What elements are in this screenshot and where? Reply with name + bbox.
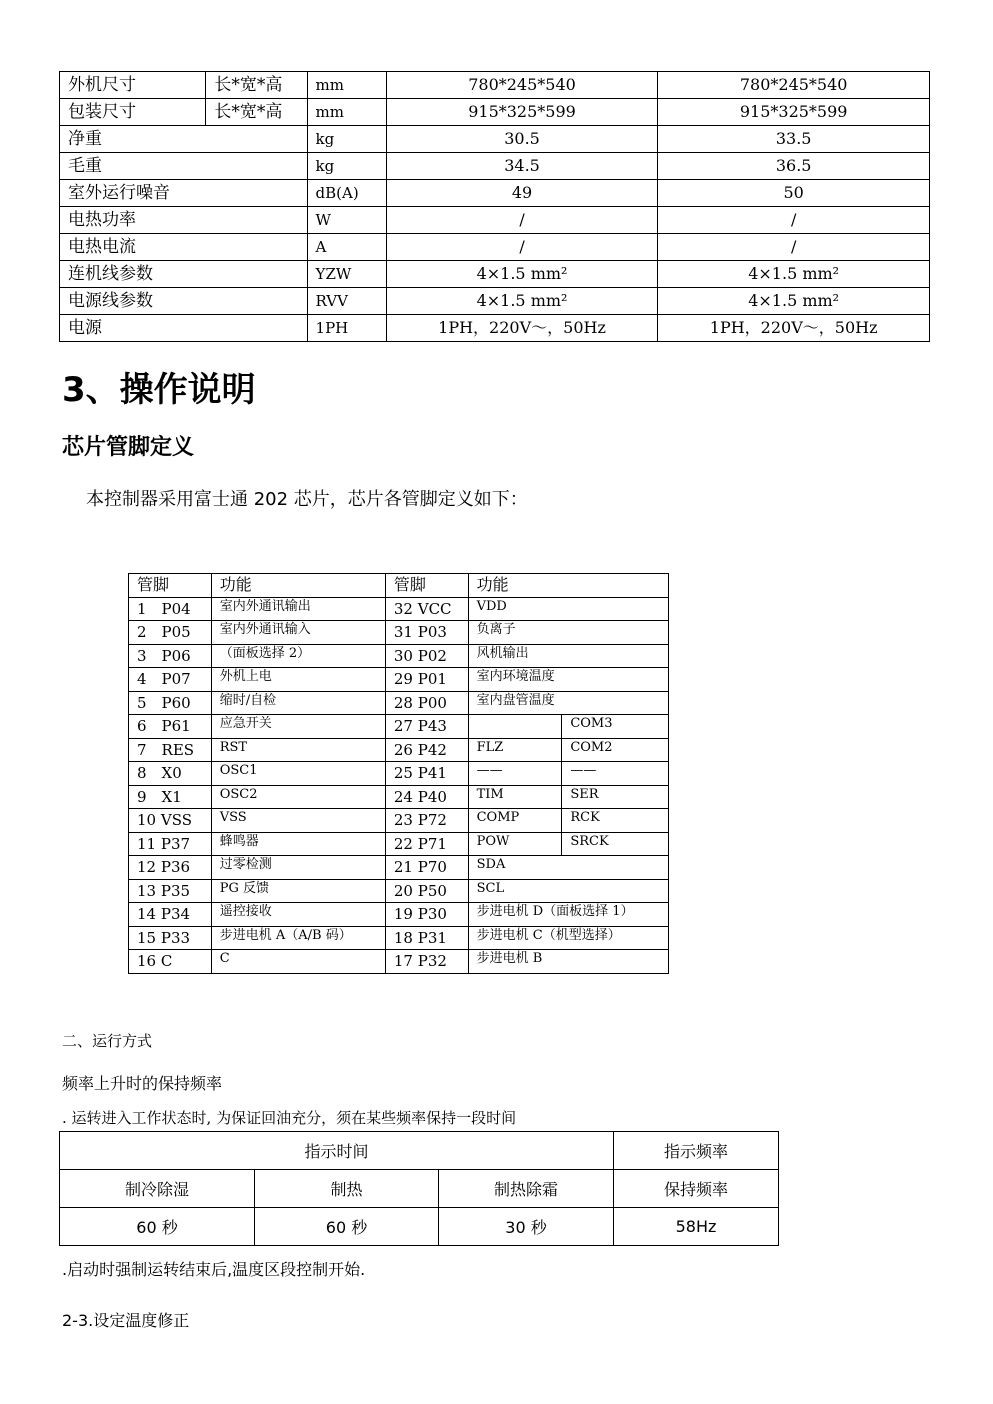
spec-value-1: / [386,207,658,234]
sub-cooling: 制冷除湿 [60,1170,255,1208]
pin-left: 7 RES [129,738,212,762]
spec-sub: 长*宽*高 [206,72,307,99]
spec-unit: YZW [307,261,386,288]
sub-heating: 制热 [255,1170,439,1208]
spec-row [60,180,930,207]
pin-left: 16 C [129,950,212,974]
header-pin-right: 管脚 [385,574,468,598]
spec-row [60,153,930,180]
spec-name: 室外运行噪音 [60,180,308,207]
pin-right: 31 P03 [385,621,468,645]
spec-sub: 长*宽*高 [206,99,307,126]
spec-unit: mm [307,72,386,99]
value-hold-freq: 58Hz [614,1208,779,1246]
spec-value-2: 915*325*599 [658,99,930,126]
func-right-a: POW [468,832,562,856]
run-mode-heading: 二、运行方式 [62,1032,153,1050]
pin-left: 2 P05 [129,621,212,645]
spec-row [60,99,930,126]
pin-row [129,832,669,856]
pin-row [129,597,669,621]
func-right-a: FLZ [468,738,562,762]
spec-value-1: 49 [386,180,658,207]
pin-left: 8 X0 [129,762,212,786]
pin-row [129,621,669,645]
pin-row [129,691,669,715]
spec-name: 净重 [60,126,308,153]
spec-row [60,126,930,153]
func-left: RST [211,738,385,762]
hold-table-subheader [60,1170,779,1208]
pin-row [129,879,669,903]
chip-heading: 芯片管脚定义 [62,435,195,460]
pin-right: 28 P00 [385,691,468,715]
func-right-b: RCK [562,809,669,833]
func-left: 步进电机 A（A/B 码） [211,926,385,950]
set-temp-heading: 2-3.设定温度修正 [62,1311,190,1330]
pin-right: 21 P70 [385,856,468,880]
pin-left: 1 P04 [129,597,212,621]
spec-unit: 1PH [307,315,386,342]
intro-text: 本控制器采用富士通 202 芯片，芯片各管脚定义如下： [86,489,528,510]
spec-name: 电热功率 [60,207,308,234]
pin-left: 12 P36 [129,856,212,880]
func-left: 室内外通讯输入 [211,621,385,645]
spec-value-2: 780*245*540 [658,72,930,99]
func-right-a: —— [468,762,562,786]
spec-value-1: 34.5 [386,153,658,180]
value-cooling: 60 秒 [60,1208,255,1246]
spec-value-2: / [658,234,930,261]
func-right: 室内环境温度 [468,668,668,692]
pin-left: 15 P33 [129,926,212,950]
pin-table [128,573,669,974]
spec-row [60,315,930,342]
pin-left: 9 X1 [129,785,212,809]
pin-right: 24 P40 [385,785,468,809]
freq-hold-description: . 运转进入工作状态时, 为保证回油充分，须在某些频率保持一段时间 [62,1109,517,1127]
func-left: 缩时/自检 [211,691,385,715]
func-left: 蜂鸣器 [211,832,385,856]
pin-row [129,738,669,762]
func-right-a [468,715,562,739]
spec-name: 连机线参数 [60,261,308,288]
spec-unit: RVV [307,288,386,315]
spec-unit: dB(A) [307,180,386,207]
pin-left: 4 P07 [129,668,212,692]
pin-left: 10 VSS [129,809,212,833]
pin-row [129,809,669,833]
spec-value-1: 780*245*540 [386,72,658,99]
pin-right: 27 P43 [385,715,468,739]
pin-left: 6 P61 [129,715,212,739]
func-left: 应急开关 [211,715,385,739]
spec-value-2: 4×1.5 mm² [658,261,930,288]
spec-value-2: 1PH，220V～，50Hz [658,315,930,342]
header-freq: 指示频率 [614,1132,779,1170]
pin-left: 14 P34 [129,903,212,927]
func-left: 遥控接收 [211,903,385,927]
pin-right: 19 P30 [385,903,468,927]
pin-right: 20 P50 [385,879,468,903]
header-pin-left: 管脚 [129,574,212,598]
func-right: SCL [468,879,668,903]
header-func-right: 功能 [468,574,668,598]
func-right-b: COM2 [562,738,669,762]
func-right: 步进电机 C（机型选择） [468,926,668,950]
func-left: VSS [211,809,385,833]
func-left: 室内外通讯输出 [211,597,385,621]
spec-name: 外机尺寸 [60,72,206,99]
spec-value-1: 30.5 [386,126,658,153]
pin-row [129,668,669,692]
spec-value-2: 4×1.5 mm² [658,288,930,315]
func-left: （面板选择 2） [211,644,385,668]
func-right: SDA [468,856,668,880]
func-left: OSC2 [211,785,385,809]
sub-hold-freq: 保持频率 [614,1170,779,1208]
spec-name: 电源线参数 [60,288,308,315]
func-left: PG 反馈 [211,879,385,903]
spec-value-2: 36.5 [658,153,930,180]
func-left: OSC1 [211,762,385,786]
spec-table [59,71,930,342]
spec-unit: W [307,207,386,234]
spec-value-2: 33.5 [658,126,930,153]
spec-value-1: 1PH，220V～，50Hz [386,315,658,342]
spec-row [60,261,930,288]
header-func-left: 功能 [211,574,385,598]
func-right: VDD [468,597,668,621]
pin-right: 17 P32 [385,950,468,974]
func-right: 风机输出 [468,644,668,668]
pin-right: 30 P02 [385,644,468,668]
section-title: 3、操作说明 [62,370,256,410]
func-left: 外机上电 [211,668,385,692]
spec-row [60,234,930,261]
func-right-b: SRCK [562,832,669,856]
func-left: 过零检测 [211,856,385,880]
spec-value-1: 4×1.5 mm² [386,261,658,288]
pin-right: 23 P72 [385,809,468,833]
spec-row [60,72,930,99]
spec-name: 包装尺寸 [60,99,206,126]
pin-table-header [129,574,669,598]
func-left: C [211,950,385,974]
pin-right: 26 P42 [385,738,468,762]
spec-row [60,288,930,315]
pin-row [129,950,669,974]
spec-value-2: / [658,207,930,234]
func-right-b: SER [562,785,669,809]
spec-value-2: 50 [658,180,930,207]
header-time: 指示时间 [60,1132,614,1170]
pin-row [129,644,669,668]
pin-row [129,762,669,786]
pin-right: 32 VCC [385,597,468,621]
spec-value-1: 4×1.5 mm² [386,288,658,315]
func-right-b: —— [562,762,669,786]
start-note: .启动时强制运转结束后,温度区段控制开始. [62,1260,366,1279]
sub-defrost: 制热除霜 [439,1170,614,1208]
pin-left: 3 P06 [129,644,212,668]
spec-unit: kg [307,153,386,180]
value-heating: 60 秒 [255,1208,439,1246]
pin-right: 18 P31 [385,926,468,950]
func-right-a: COMP [468,809,562,833]
pin-right: 22 P71 [385,832,468,856]
spec-unit: mm [307,99,386,126]
func-right: 步进电机 D（面板选择 1） [468,903,668,927]
spec-name: 电源 [60,315,308,342]
pin-right: 25 P41 [385,762,468,786]
pin-left: 11 P37 [129,832,212,856]
pin-left: 5 P60 [129,691,212,715]
spec-unit: kg [307,126,386,153]
func-right: 步进电机 B [468,950,668,974]
func-right: 室内盘管温度 [468,691,668,715]
hold-table-values [60,1208,779,1246]
spec-value-1: / [386,234,658,261]
func-right-b: COM3 [562,715,669,739]
pin-row [129,715,669,739]
pin-row [129,856,669,880]
spec-row [60,207,930,234]
hold-frequency-table [59,1131,779,1246]
func-right: 负离子 [468,621,668,645]
pin-row [129,903,669,927]
freq-hold-heading: 频率上升时的保持频率 [62,1074,223,1093]
value-defrost: 30 秒 [439,1208,614,1246]
pin-right: 29 P01 [385,668,468,692]
func-right-a: TIM [468,785,562,809]
spec-name: 毛重 [60,153,308,180]
pin-left: 13 P35 [129,879,212,903]
spec-name: 电热电流 [60,234,308,261]
pin-row [129,926,669,950]
spec-unit: A [307,234,386,261]
spec-value-1: 915*325*599 [386,99,658,126]
hold-table-header [60,1132,779,1170]
pin-row [129,785,669,809]
